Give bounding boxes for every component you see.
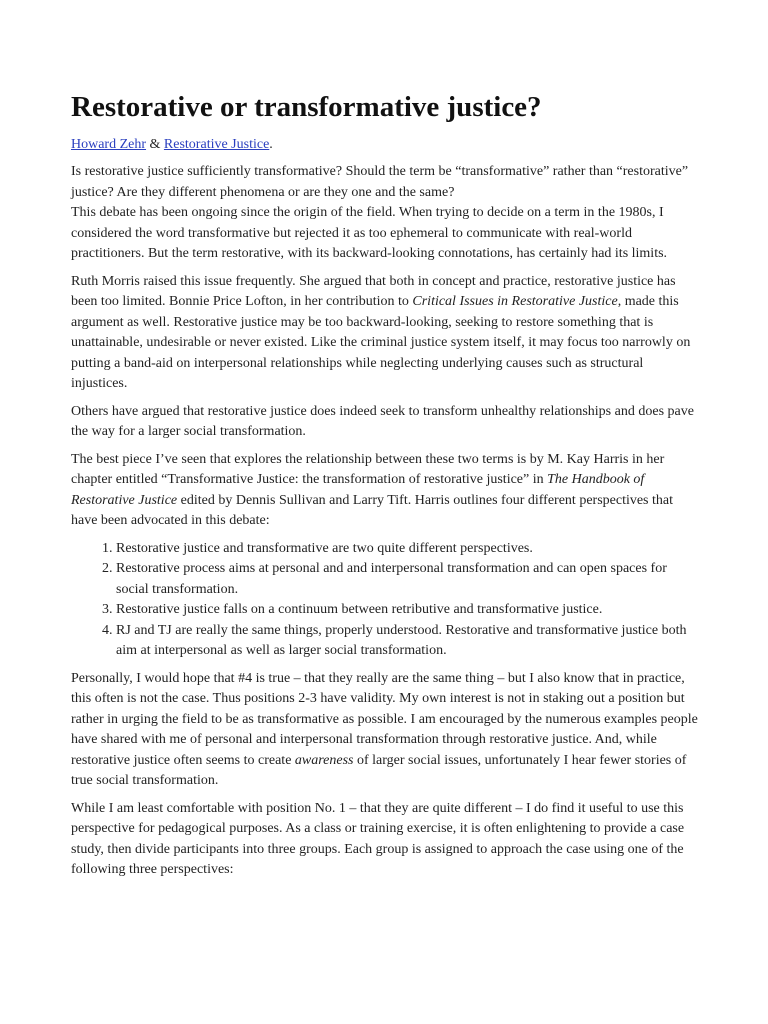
paragraph-6-text-a: Personally, I would hope that #4 is true – that they really are the same thing – but I also know that in practice, this often is not the case. Thus positions 2-3 have validity. My own interest is not in staking out a position but rather in urging the field to be as transformative as possible. I am encouraged by the numerous examples people have shared with me of personal and interpersonal transformation through restorative justice. And, while restorative justice often seems to create [71,670,698,768]
paragraph-1: Is restorative justice sufficiently transformative? Should the term be “transformative” rather than “restorative” justice? Are they different phenomena or are they one and the same? [71,164,689,200]
byline-end: . [269,137,273,152]
paragraph-2: This debate has been ongoing since the origin of the field. When trying to decide on a term in the 1980s, I considered the word transformative but rejected it as too ephemeral to communicate with real-world practitioners. But the term restorative, with its backward-looking connotations, has certainly had its limits. [71,205,668,261]
paragraph-4: Others have argued that restorative justice does indeed seek to transform unhealthy relationships and does pave the way for a larger social transformation. [71,403,694,439]
list-item: 3. Restorative justice falls on a continuum between retributive and transformative justice. [116,600,701,621]
book-title-critical-issues: Critical Issues in Restorative Justice [412,294,618,309]
paragraph-3 [71,272,701,395]
paragraph-3-text-b: , made this argument as well. Restorative justice may be too backward-looking, seeking to restore something that is unattainable, undesirable or never existed. Like the criminal justice system itself, it may focus too narrowly on putting a band-aid on interpersonal relationships while neglecting underlying causes such as structural injustices. [71,294,691,391]
paragraph-6 [71,669,701,792]
category-link[interactable]: Restorative Justice [163,137,270,152]
book-title-handbook: The Handbook of Restorative Justice [71,472,645,508]
paragraph-3-text-a: Ruth Morris raised this issue frequently. She argued that both in concept and practice, restorative justice has been too limited. Bonnie Price Lofton, in her contribution to [71,273,676,309]
paragraph-5 [71,450,701,532]
article [71,86,701,888]
paragraph-5-text-b: edited by Dennis Sullivan and Larry Tift. Harris outlines four different perspectives that have been advocated in this debate: [71,492,673,528]
paragraph-6-text-b: of larger social issues, unfortunately I hear fewer stories of true social transformation. [71,752,687,788]
paragraph-7: While I am least comfortable with position No. 1 – that they are quite different – I do find it useful to use this perspective for pedagogical purposes. As a class or training exercise, it is often enlightening to provide a case study, then divide participants into three groups. Each group is assigned to approach the case using one of the following three perspectives: [71,800,685,877]
paragraph-5-text-a: The best piece I’ve seen that explores the relationship between these two terms is by M. Kay Harris in her chapter entitled “Transformative Justice: the transformation of restorative justice” in [71,451,665,487]
list-item: 2. Restorative process aims at personal and and interpersonal transformation and can open spaces for social transformation. [116,559,701,600]
emphasis-awareness: awareness [294,752,354,768]
list-item: 4. RJ and TJ are really the same things, properly understood. Restorative and transformative justice both aim at interpersonal as well as larger social transformation. [116,621,701,662]
list-item: 1. Restorative justice and transformative are two quite different perspectives. [116,539,701,560]
perspectives-list [71,539,701,662]
byline [71,134,701,155]
article-title: Restorative or transformative justice? [71,91,542,123]
author-link[interactable]: Howard Zehr [71,137,147,152]
byline-separator: & [146,137,164,152]
